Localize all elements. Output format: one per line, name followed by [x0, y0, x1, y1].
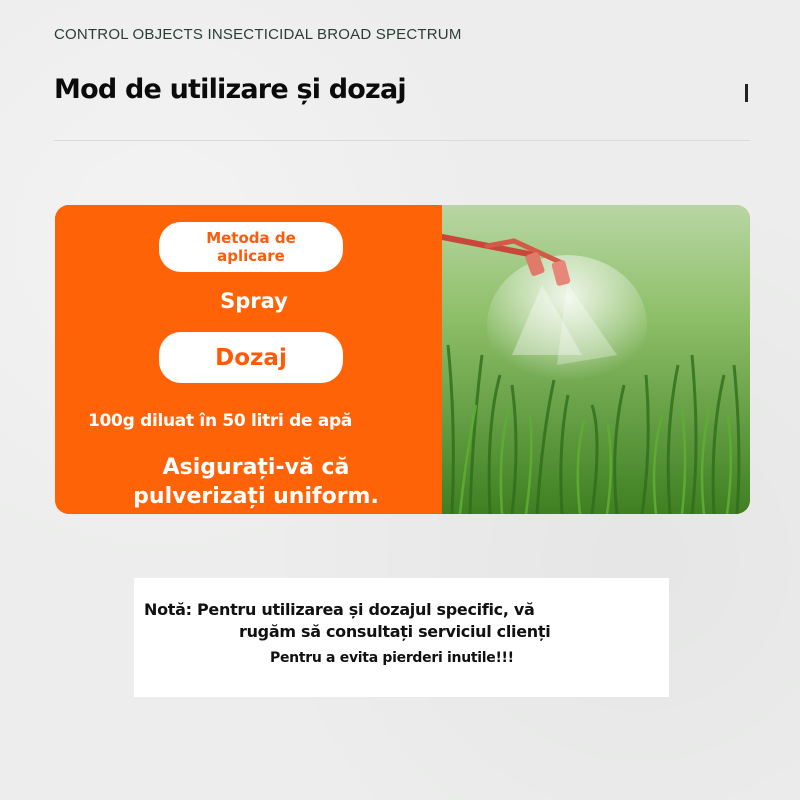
- method-label-pill: [159, 222, 343, 272]
- instruction-line-1: Asigurați-vă că: [162, 455, 350, 480]
- dose-label: Dozaj: [215, 344, 287, 371]
- spray-grass-illustration: [442, 205, 750, 514]
- note-box: [134, 578, 669, 697]
- spray-instruction: [91, 453, 421, 511]
- instruction-line-2: pulverizați uniform.: [133, 484, 379, 509]
- dose-value: 100g diluat în 50 litri de apă: [88, 411, 353, 431]
- header-subtitle: CONTROL OBJECTS INSECTICIDAL BROAD SPECTRUM: [54, 26, 462, 43]
- header-divider: [54, 140, 750, 141]
- note-line-1: Notă: Pentru utilizarea și dozajul specific, vă: [144, 600, 535, 619]
- page-title: Mod de utilizare și dozaj: [54, 74, 406, 105]
- method-value: Spray: [220, 289, 288, 313]
- spray-grass-photo: [442, 205, 750, 514]
- dose-label-pill: [159, 332, 343, 383]
- usage-info-panel: [55, 205, 442, 514]
- title-marker: [745, 84, 748, 102]
- note-line-3: Pentru a evita pierderi inutile!!!: [270, 650, 514, 666]
- note-line-2: rugăm să consultați serviciul clienți: [239, 622, 551, 641]
- usage-card: [55, 205, 750, 514]
- method-label: Metoda de aplicare: [206, 229, 296, 265]
